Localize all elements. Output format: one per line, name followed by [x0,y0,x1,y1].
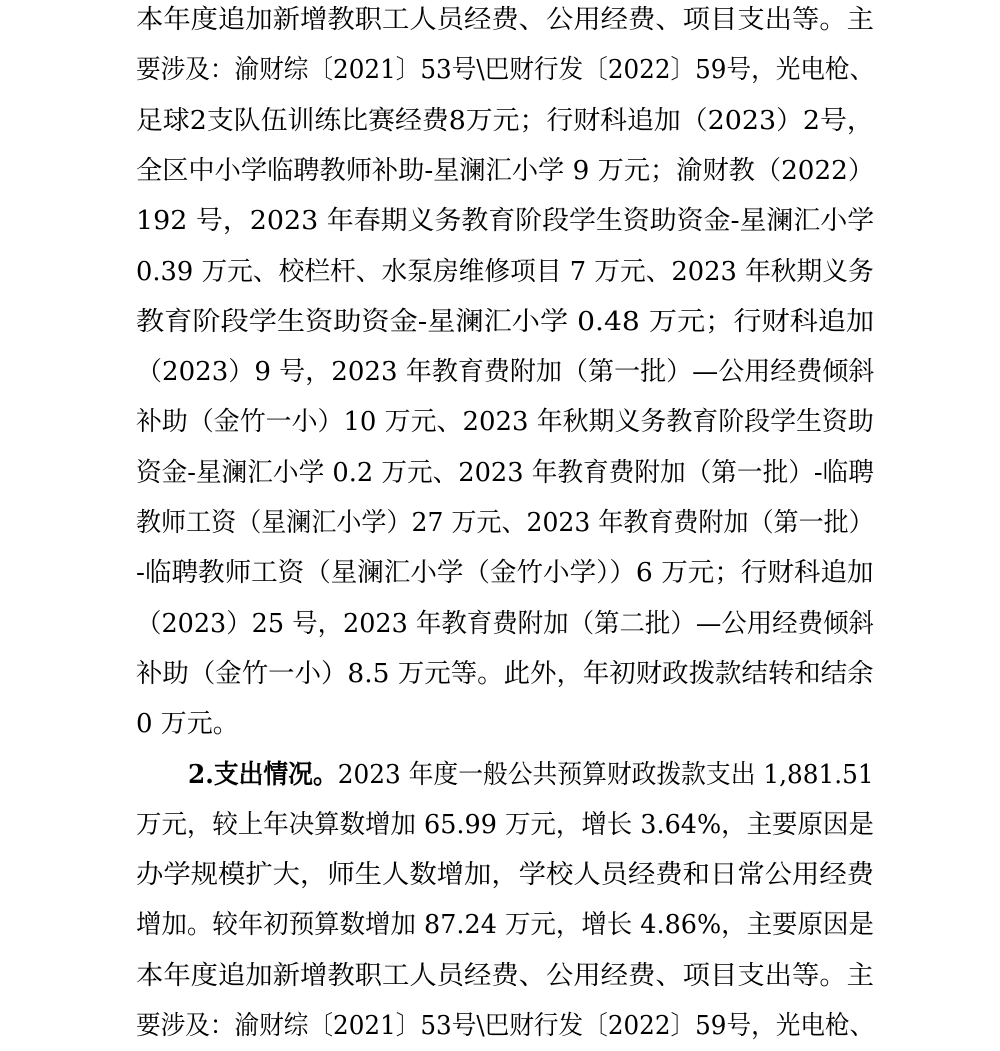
text-line: 足球2支队伍训练比赛经费8万元；行财科追加（2023）2号， [136,105,874,136]
text-line: -临聘教师工资（星澜汇小学（金竹小学））6 万元；行财科追加 [136,558,874,589]
text-line: 0 万元。 [136,709,239,740]
section-heading-line [188,750,874,800]
text-line: 资金-星澜汇小学 0.2 万元、2023 年教育费附加（第一批）-临聘 [136,457,874,488]
text-line: 教师工资（星澜汇小学）27 万元、2023 年教育费附加（第一批） [136,508,874,538]
text-line: 0.39 万元、校栏杆、水泵房维修项目 7 万元、2023 年秋期义务 [136,256,874,287]
section-heading: 2.支出情况。 [188,759,338,790]
text-line: 办学规模扩大，师生人数增加，学校人员经费和日常公用经费 [136,860,875,891]
text-line: 补助（金竹一小）10 万元、2023 年秋期义务教育阶段学生资助 [136,407,874,438]
text-line: 补助（金竹一小）8.5 万元等。此外，年初财政拨款结转和结余 [136,658,874,689]
text-line: 本年度追加新增教职工人员经费、公用经费、项目支出等。主 [136,960,875,991]
text-line: 万元，较上年决算数增加 65.99 万元，增长 3.64%，主要原因是 [136,809,874,840]
text-line: （2023）25 号，2023 年教育费附加（第二批）—公用经费倾斜 [136,608,874,639]
text-line: 192 号，2023 年春期义务教育阶段学生资助资金-星澜汇小学 [136,206,875,237]
text-line: （2023）9 号，2023 年教育费附加（第一批）—公用经费倾斜 [136,357,875,388]
text-line: 全区中小学临聘教师补助-星澜汇小学 9 万元；渝财教（2022） [136,155,875,186]
text-line: 要涉及：渝财综〔2021〕53号\巴财行发〔2022〕59号，光电枪、 [136,1011,875,1041]
text-line: 教育阶段学生资助资金-星澜汇小学 0.48 万元；行财科追加 [136,306,875,337]
text-line: 增加。较年初预算数增加 87.24 万元，增长 4.86%，主要原因是 [136,910,874,941]
text-line: 本年度追加新增教职工人员经费、公用经费、项目支出等。主 [136,5,875,35]
text-line: 要涉及：渝财综〔2021〕53号\巴财行发〔2022〕59号，光电枪、 [136,55,875,86]
section-first-line-text: 2023 年度一般公共预算财政拨款支出 1,881.51 [337,759,874,790]
